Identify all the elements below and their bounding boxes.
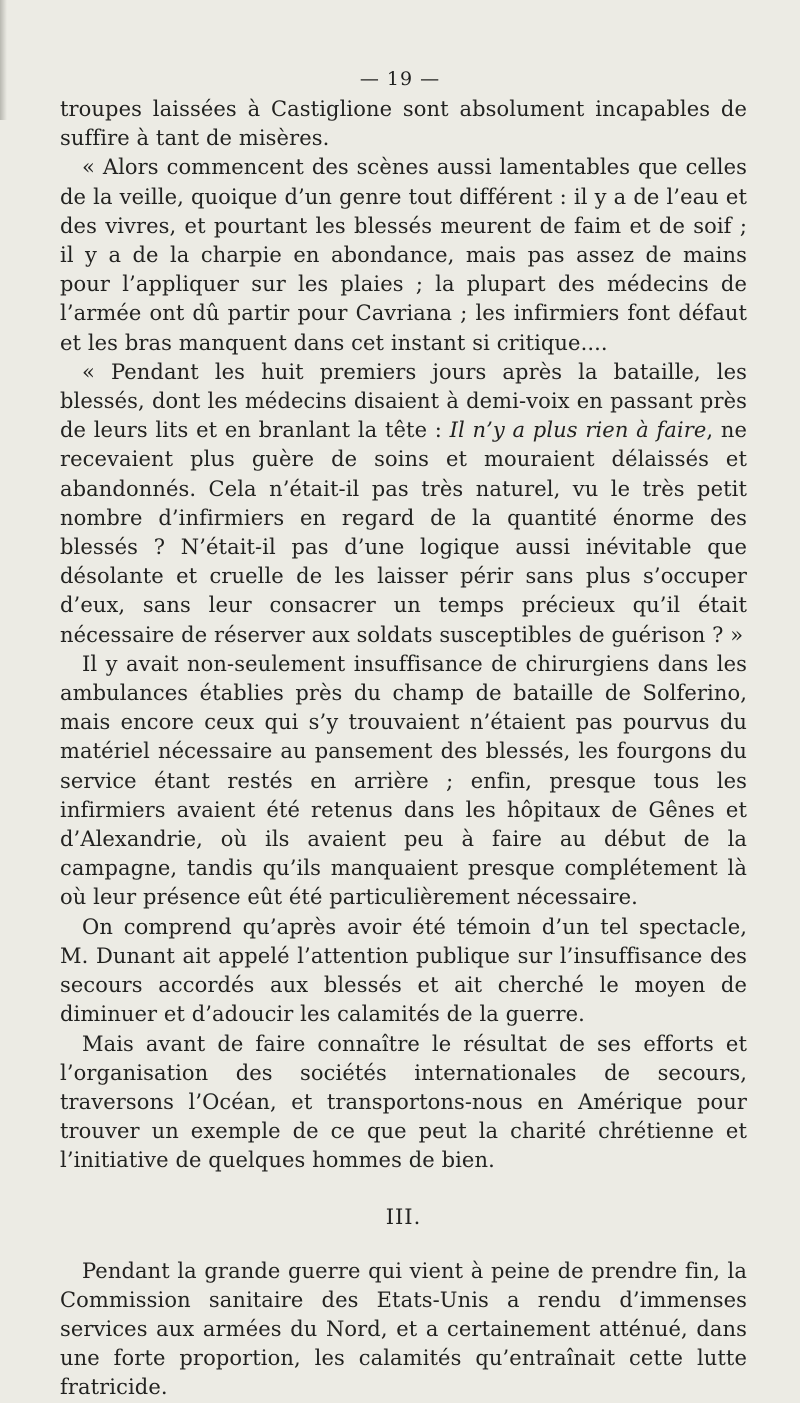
paragraph-2: « Alors commencent des scènes aussi lamentables que celles de la veille, quoique d’un genre tout différent : il y a de l’eau et des vivres, et pourtant les blessés meurent de faim et de soif ; il y a de la charpie en abondance, mais pas assez de mains pour l’appliquer sur les plaies ; la plupart des médecins de l’armée ont dû partir pour Cavriana ; les infirmiers font défaut et les bras manquent dans cet instant si critique.... [60, 155, 747, 355]
paragraph-3-start: « Pendant les huit premiers jours après la bataille, les blessés, dont les médecins disaient à demi-voix en passant près de leurs lits et en branlant la tête : [60, 359, 747, 443]
paragraph-3 [60, 358, 747, 650]
paragraph-7: Pendant la grande guerre qui vient à peine de prendre fin, la Commission sanitaire des Etats-Unis a rendu d’immenses services aux armées du Nord, et a certainement atténué, dans une forte proportion, les calamités qu’entraînait cette lutte fratricide. [60, 1258, 747, 1400]
body-text [60, 95, 747, 1403]
page-number: — 19 — [359, 68, 441, 90]
page-edge-shadow [0, 0, 7, 120]
paragraph-5: On comprend qu’après avoir été témoin d’un tel spectacle, M. Dunant ait appelé l’attention publique sur l’insuffisance des secours accordés aux blessés et ait cherché le moyen de diminuer et d’adoucir les calamités de la guerre. [60, 914, 747, 1027]
section-heading: III. [385, 1204, 422, 1229]
paragraph-4: Il y avait non-seulement insuffisance de chirurgiens dans les ambulances établies près du champ de bataille de Solferino, mais encore ceux qui s’y trouvaient n’étaient pas pourvus du matériel nécessaire au pansement des blessés, les fourgons du service étant restés en arrière ; enfin, presque tous les infirmiers avaient été retenus dans les hôpitaux de Gênes et d’Alexandrie, où ils avaient peu à faire au début de la campagne, tandis qu’ils manquaient presque complétement là où leur présence eût été particulièrement nécessaire. [60, 651, 747, 910]
paragraph-1: troupes laissées à Castiglione sont absolument incapables de suffire à tant de misères. [60, 97, 747, 151]
paragraph-3-italic: Il n’y a plus rien à faire [449, 418, 707, 443]
paragraph-6: Mais avant de faire connaître le résultat de ses efforts et l’organisation des sociétés internationales de secours, traversons l’Océan, et transportons-nous en Amérique pour trouver un exemple de ce que peut la charité chrétienne et l’initiative de quelques hommes de bien. [60, 1031, 747, 1173]
paragraph-3-end: , ne recevaient plus guère de soins et mouraient délaissés et abandonnés. Cela n’était-il pas très naturel, vu le très petit nombre d’infirmiers en regard de la quantité énorme des blessés ? N’était-il pas d’une logique aussi inévitable que désolante et cruelle de les laisser périr sans plus s’occuper d’eux, sans leur consacrer un temps précieux qu’il était nécessaire de réserver aux soldats susceptibles de guérison ? » [60, 418, 747, 647]
